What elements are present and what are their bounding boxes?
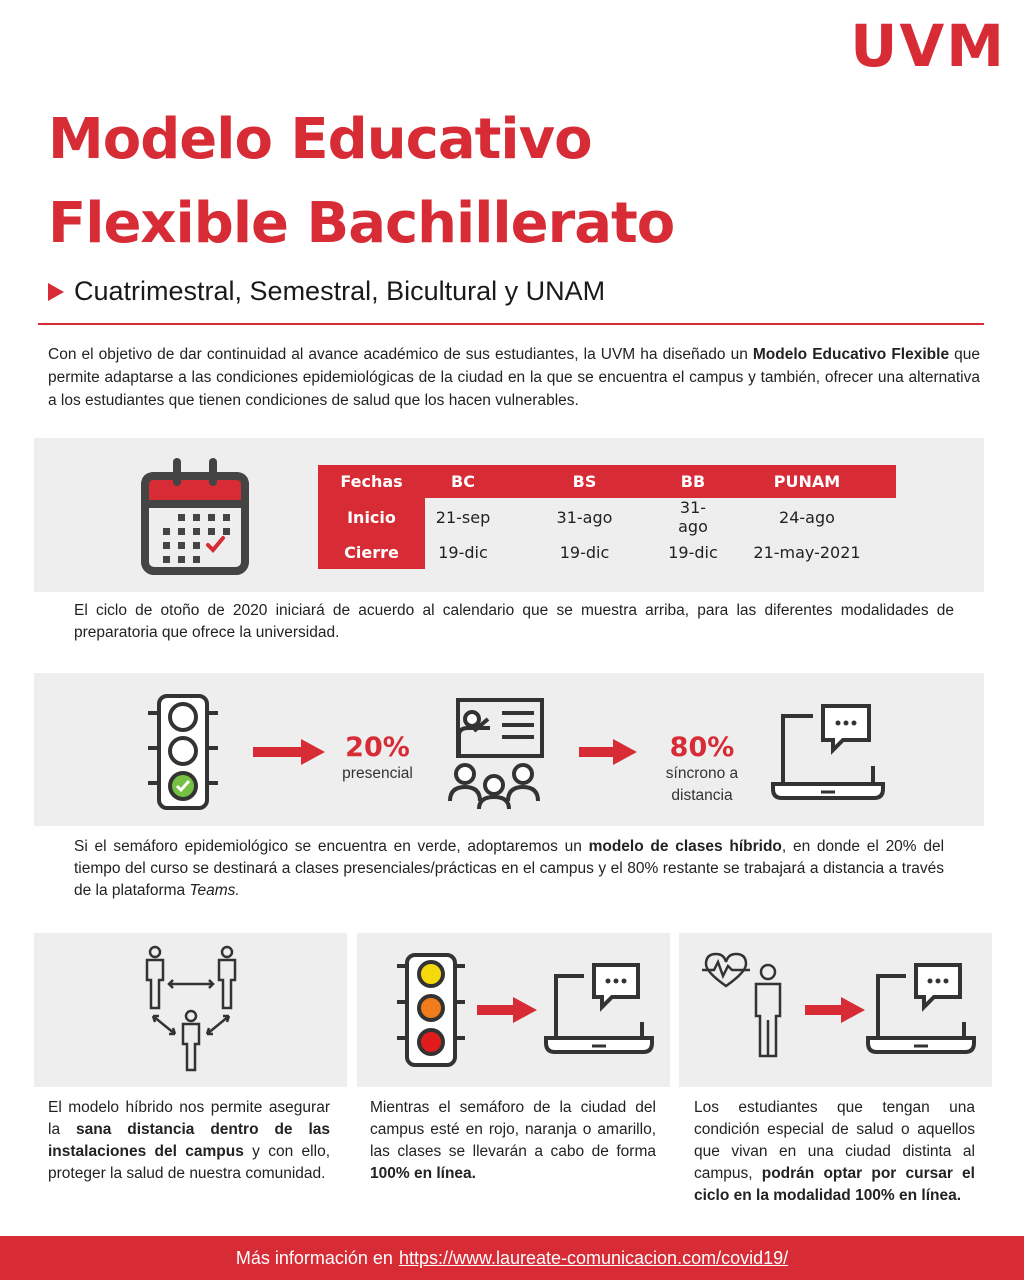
card-text: y con ello, proteger la salud de nuestra comunidad.: [48, 1143, 330, 1182]
covid-info-link[interactable]: https://www.laureate-comunicacion.com/covid19/: [398, 1247, 789, 1268]
hybrid-text-2: , en donde el 20% del tiempo del curso se destinará a clases presenciales/prácticas en el campus y el 80% restante se trabajará a distancia a través de la plataforma: [74, 838, 945, 899]
card-text: Mientras el semáforo de la ciudad del campus esté en rojo, naranja o amarillo, las clases se llevarán a cabo de forma: [370, 1099, 656, 1160]
online-text: [370, 1097, 656, 1185]
page-title: [48, 98, 674, 266]
remote-percent: 80%: [669, 732, 735, 763]
laptop-chat-icon: [546, 962, 664, 1054]
footer-prefix: Más información en: [235, 1247, 393, 1268]
hybrid-italic: Teams.: [189, 882, 240, 899]
table-header: BS: [501, 465, 668, 498]
intro-text-1: Con el objetivo de dar continuidad al avance académico de sus estudiantes, la UVM ha diseñado un: [48, 346, 753, 363]
social-distance-icon: [135, 946, 247, 1072]
remote-label-1: síncrono a: [665, 765, 739, 782]
uvm-logo: UVM: [850, 12, 1006, 80]
card-text: Los estudiantes que tengan una condición especial de salud o aquellos que vivan en una ciudad distinta al campus,: [694, 1099, 975, 1182]
table-row: [318, 498, 896, 536]
classroom-icon: [444, 697, 544, 809]
presencial-label: presencial: [342, 765, 413, 782]
distancing-text: [48, 1097, 330, 1185]
card-text: El modelo híbrido nos permite asegurar la: [48, 1099, 330, 1138]
remote-stat: [650, 732, 754, 807]
traffic-light-green-icon: [145, 693, 221, 811]
table-header: BC: [425, 465, 501, 498]
laptop-chat-icon: [868, 962, 986, 1054]
table-cell: 31-ago: [678, 498, 708, 536]
calendar-icon: [140, 456, 250, 576]
dates-table: [318, 465, 896, 569]
arrow-right-icon: [805, 997, 865, 1023]
table-cell: 21-sep: [435, 507, 491, 527]
hybrid-bold: modelo de clases híbrido: [588, 838, 782, 855]
intro-bold: Modelo Educativo Flexible: [752, 346, 950, 363]
arrow-right-icon: [253, 739, 325, 765]
row-label: Cierre: [318, 536, 425, 569]
arrow-right-icon: [477, 997, 537, 1023]
table-cell: 19-dic: [668, 543, 718, 562]
table-header: PUNAM: [718, 465, 896, 498]
hybrid-text-1: Si el semáforo epidemiológico se encuentra en verde, adoptaremos un: [74, 838, 589, 855]
table-cell: 21-may-2021: [753, 543, 861, 562]
laptop-chat-icon: [773, 704, 899, 800]
remote-label-2: distancia: [671, 787, 733, 804]
table-header-row: [318, 465, 896, 498]
heart-health-person-icon: [702, 950, 792, 1060]
table-cell: 19-dic: [559, 543, 610, 562]
divider: [38, 323, 984, 325]
subtitle: [48, 276, 605, 307]
hybrid-paragraph: [74, 836, 944, 902]
title-line-2: Flexible Bachillerato: [48, 191, 675, 256]
subtitle-text: Cuatrimestral, Semestral, Bicultural y UNAM: [74, 276, 606, 306]
footer-bar: [0, 1236, 1024, 1280]
card-bold: 100% en línea.: [370, 1165, 476, 1182]
title-line-1: Modelo Educativo: [48, 107, 592, 172]
card-bold: podrán optar por cursar el ciclo en la modalidad 100% en línea.: [694, 1165, 975, 1204]
table-cell: 31-ago: [556, 507, 613, 527]
presencial-percent: 20%: [345, 732, 410, 763]
card-bold: sana distancia dentro de las instalaciones del campus: [48, 1121, 330, 1160]
intro-text-2: que permite adaptarse a las condiciones epidemiológicas de la ciudad en la que se encuentra el campus y también, ofrecer una alternativa a los estudiantes que tienen condiciones de salud que los hacen vulnerables.: [48, 346, 980, 409]
table-header: Fechas: [318, 465, 425, 498]
arrow-right-icon: [579, 739, 637, 765]
table-row: [318, 536, 896, 569]
table-header: BB: [668, 465, 718, 498]
table-cell: 19-dic: [438, 543, 488, 562]
calendar-note: El ciclo de otoño de 2020 iniciará de acuerdo al calendario que se muestra arriba, para las diferentes modalidades de preparatoria que ofrece la universidad.: [74, 602, 954, 641]
table-cell: 24-ago: [779, 507, 835, 527]
traffic-light-red-icon: [395, 952, 467, 1068]
intro-paragraph: [48, 343, 980, 412]
triangle-bullet-icon: [48, 283, 64, 301]
presencial-stat: [330, 732, 425, 785]
row-label: Inicio: [318, 498, 425, 536]
health-text: [694, 1097, 975, 1207]
